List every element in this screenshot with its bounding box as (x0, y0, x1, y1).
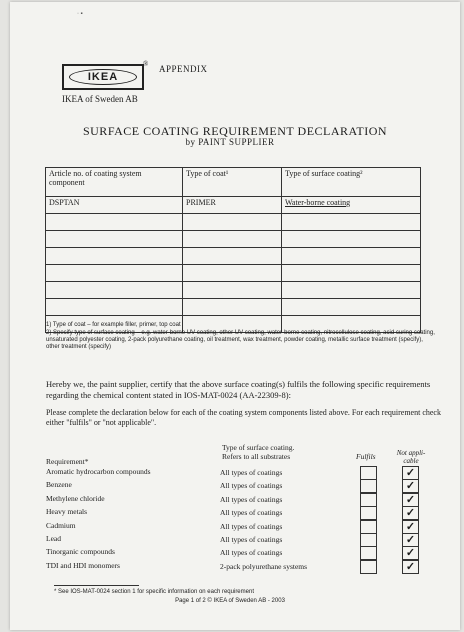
cell-type-of-coat[interactable] (183, 299, 282, 316)
cell-surface-coating[interactable] (282, 214, 421, 231)
coating-table-row (46, 282, 421, 299)
not-applicable-checkbox[interactable] (402, 479, 419, 493)
coating-table-row (46, 197, 421, 214)
cell-article-no[interactable] (46, 282, 183, 299)
cell-surface-coating[interactable] (282, 299, 421, 316)
cell-article-no[interactable]: DSPTAN (46, 197, 183, 214)
coating-table-header-row (46, 168, 421, 197)
type-header-line-1: Type of surface coating. (222, 443, 295, 452)
footnote-1: 1) Type of coat – for example filler, primer, top coat (46, 322, 181, 328)
cell-type-of-coat[interactable] (183, 231, 282, 248)
not-applicable-checkbox[interactable] (402, 520, 419, 534)
not-applicable-column-header (396, 449, 426, 465)
fulfils-checkbox[interactable] (360, 533, 377, 547)
header-type-of-coat: Type of coat¹ (183, 168, 282, 197)
coating-table-row (46, 265, 421, 282)
coating-table-row (46, 248, 421, 265)
requirement-label: TDI and HDI monomers (46, 560, 120, 570)
cell-article-no[interactable] (46, 265, 183, 282)
document-subtitle: by PAINT SUPPLIER (185, 137, 275, 147)
check-icon: ✓ (405, 480, 416, 493)
fulfils-column-header: Fulfils (356, 452, 376, 461)
requirement-label: Tinorganic compounds (46, 547, 115, 557)
not-applicable-checkbox[interactable] (402, 560, 419, 574)
header-article-no: Article no. of coating system component (46, 168, 183, 197)
certification-text: Hereby we, the paint supplier, certify that the above surface coating(s) fulfils the following specific requirements regarding the chemical content stated in IOS-MAT-0024 (AA-22309-8): (46, 379, 431, 400)
cell-article-no[interactable] (46, 214, 183, 231)
check-icon: ✓ (405, 520, 416, 533)
header-type-of-surface-coating: Type of surface coating² (282, 168, 421, 197)
cell-type-of-coat[interactable] (183, 265, 282, 282)
document-title: SURFACE COATING REQUIREMENT DECLARATION (82, 124, 388, 138)
fulfils-checkbox[interactable] (360, 479, 377, 493)
fulfils-checkbox[interactable] (360, 546, 377, 560)
requirement-coating-type: All types of coatings (220, 521, 283, 531)
cell-article-no[interactable] (46, 248, 183, 265)
na-header-line-2: cable (403, 457, 419, 465)
footnote-2: 2) Specify type of surface coating – e.g. water-borne UV coating, other UV coating, water-borne coating, nitrocellulose coating, acid curing coating, unsaturated polyester coating, 2-pack polyurethane coating, oil treatment, wax treatment, powder coating, metallic surface treatment (specify), other treatment (specify) (46, 330, 435, 350)
type-header-line-2: Refers to all substrates (222, 452, 291, 461)
company-name: IKEA of Sweden AB (62, 94, 138, 104)
ikea-logo-text: IKEA (69, 69, 137, 85)
check-icon: ✓ (405, 534, 416, 546)
requirement-label: Methylene chloride (46, 493, 105, 503)
not-applicable-checkbox[interactable] (402, 533, 419, 547)
appendix-label: APPENDIX (159, 64, 208, 74)
cell-article-no[interactable] (46, 231, 183, 248)
requirement-coating-type: All types of coatings (220, 548, 283, 558)
ikea-logo (62, 64, 144, 90)
not-applicable-checkbox[interactable] (402, 466, 419, 480)
requirement-coating-type: All types of coatings (220, 535, 283, 544)
coating-table-row (46, 214, 421, 231)
cell-type-of-coat[interactable] (183, 248, 282, 265)
cell-surface-coating[interactable] (282, 282, 421, 299)
check-icon: ✓ (405, 560, 416, 573)
document-page (10, 2, 460, 630)
footer-note: * See IOS-MAT-0024 section 1 for specific information on each requirement (54, 589, 254, 595)
cell-type-of-coat[interactable]: PRIMER (183, 197, 282, 214)
cell-surface-coating[interactable] (282, 248, 421, 265)
fulfils-checkbox[interactable] (360, 520, 377, 534)
requirement-coating-type: All types of coatings (220, 481, 283, 491)
footnote-divider (54, 585, 139, 586)
not-applicable-checkbox[interactable] (402, 493, 419, 507)
instructions-text: Please complete the declaration below for each of the coating system components listed above. For each requirement check either "fulfils" or "not applicable". (46, 408, 441, 427)
requirement-coating-type: 2-pack polyurethane systems (220, 561, 308, 571)
requirement-column-header: Requirement* (46, 457, 89, 466)
requirement-label: Lead (46, 534, 61, 543)
type-column-header (222, 443, 294, 461)
na-header-line-1: Not appli- (396, 449, 426, 457)
cell-surface-coating[interactable]: Water-borne coating (282, 197, 421, 214)
coating-table-row (46, 299, 421, 316)
fulfils-checkbox[interactable] (360, 560, 377, 574)
fulfils-checkbox[interactable] (360, 493, 377, 507)
requirement-label: Cadmium (46, 520, 76, 530)
coating-system-table (45, 167, 421, 333)
check-icon: ✓ (405, 467, 416, 479)
requirement-coating-type: All types of coatings (220, 508, 283, 518)
not-applicable-checkbox[interactable] (402, 546, 419, 560)
requirement-coating-type: All types of coatings (220, 468, 283, 477)
fulfils-checkbox[interactable] (360, 506, 377, 520)
fulfils-checkbox[interactable] (360, 466, 377, 480)
requirement-coating-type: All types of coatings (220, 494, 283, 504)
registered-mark: ® (143, 60, 149, 68)
cell-surface-coating[interactable] (282, 265, 421, 282)
check-icon: ✓ (405, 547, 416, 560)
page-number: Page 1 of 2 © IKEA of Sweden AB - 2003 (175, 598, 285, 604)
check-icon: ✓ (405, 493, 416, 506)
coating-table-row (46, 231, 421, 248)
requirement-label: Benzene (46, 480, 72, 490)
cell-surface-coating[interactable] (282, 231, 421, 248)
requirement-label: Aromatic hydrocarbon compounds (46, 467, 151, 476)
scan-mark: · ▪ (77, 11, 83, 17)
cell-article-no[interactable] (46, 299, 183, 316)
check-icon: ✓ (405, 507, 416, 520)
not-applicable-checkbox[interactable] (402, 506, 419, 520)
cell-type-of-coat[interactable] (183, 214, 282, 231)
cell-type-of-coat[interactable] (183, 282, 282, 299)
requirement-label: Heavy metals (46, 507, 88, 517)
